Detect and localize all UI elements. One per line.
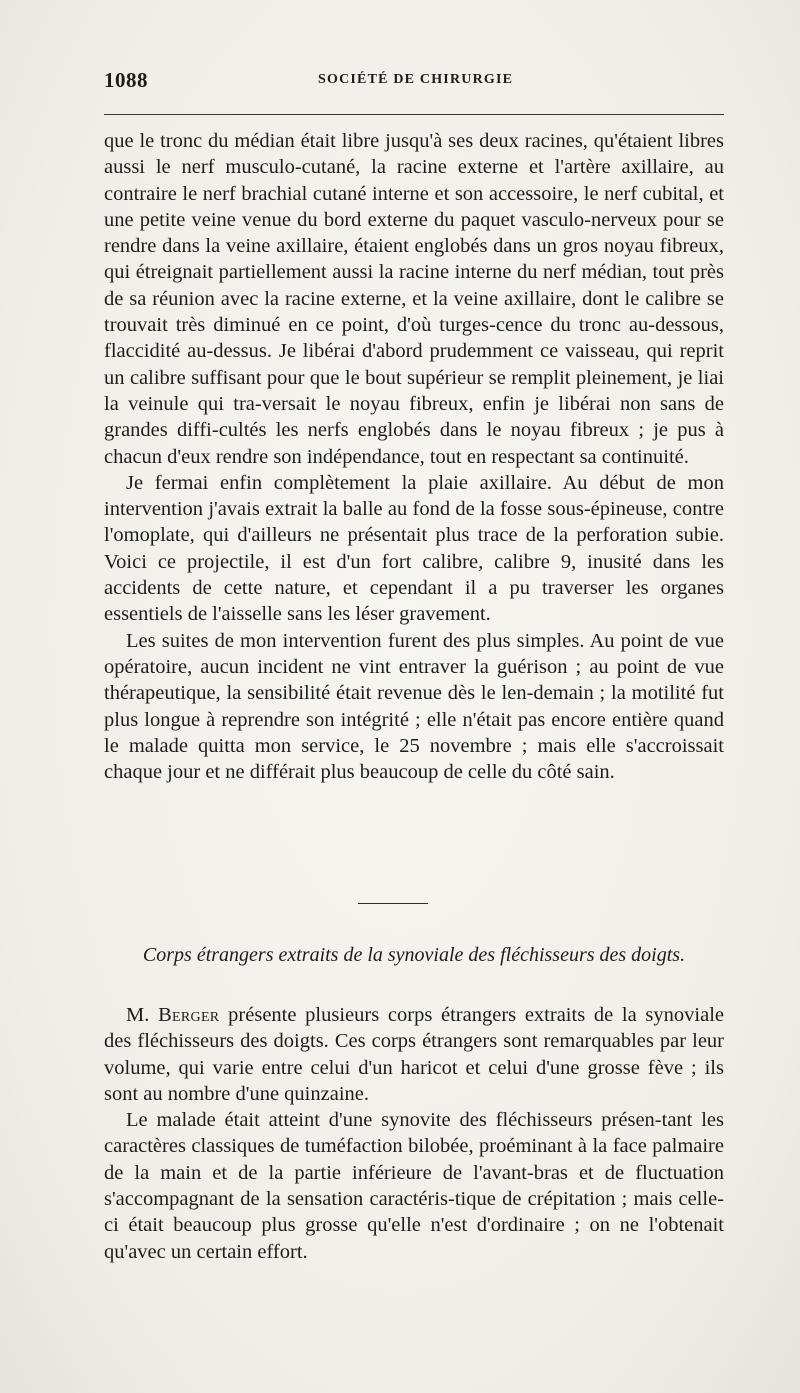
- author-name: Berger: [158, 1004, 220, 1026]
- main-text: [104, 128, 724, 785]
- running-head: [104, 68, 724, 94]
- section-heading: Corps étrangers extraits de la synoviale des fléchisseurs des doigts.: [142, 944, 686, 966]
- paragraph-text: présente plusieurs corps étrangers extraits de la synoviale des fléchisseurs des doigts. Ces corps étrangers sont remarquables par leur volume, qui varie entre celui d'un haricot et celui d'une grosse fève ; ils sont au nombre d'une quinzaine.: [104, 1004, 725, 1105]
- page-number: 1088: [104, 68, 148, 92]
- paragraph: Je fermai enfin complètement la plaie axillaire. Au début de mon intervention j'avais extrait la balle au fond de la fosse sous-épineuse, contre l'omoplate, qui d'ailleurs ne présentait plus trace de la perforation subie. Voici ce projectile, il est d'un fort calibre, calibre 9, inusité dans les accidents de cette nature, et cependant il a pu traverser les organes essentiels de l'aisselle sans les léser gravement.: [104, 471, 724, 626]
- section-separator: [358, 903, 428, 904]
- section-text: [104, 1002, 724, 1265]
- paragraph: Le malade était atteint d'une synovite des fléchisseurs présen-tant les caractères classiques de tuméfaction bilobée, proéminant à la face palmaire de la main et de la partie inférieure de l'avant-bras et de fluctuation s'accompagnant de la sensation caractéris-tique de crépitation ; mais celle-ci était beaucoup plus grosse qu'elle n'est d'ordinaire ; on ne l'obtenait qu'avec un certain effort.: [104, 1109, 724, 1263]
- header-rule: [104, 114, 724, 115]
- paragraph: [104, 1002, 724, 1107]
- journal-title: SOCIÉTÉ DE CHIRURGIE: [318, 72, 514, 87]
- paragraph-continued: que le tronc du médian était libre jusqu'à ses deux racines, qu'étaient libres aussi le nerf musculo-cutané, la racine externe et l'artère axillaire, au contraire le nerf brachial cutané interne et son accessoire, le nerf cubital, et une petite veine venue du bord externe du paquet vasculo-nerveux pour se rendre dans la veine axillaire, étaient englobés dans un gros noyau fibreux, qui étreignait partiellement aussi la racine interne du nerf médian, tout près de sa réunion avec la racine externe, et la veine axillaire, dont le calibre se trouvait très diminué en ce point, d'où turges-cence du tronc au-dessous, flaccidité au-dessus. Je libérai d'abord prudemment ce vaisseau, qui reprit un calibre suffisant pour que le bout supérieur se remplit pleinement, je liai la veinule qui tra-versait le noyau fibreux, enfin je libérai non sans de grandes diffi-cultés les nerfs englobés dans le noyau fibreux ; je pus à chacun d'eux rendre son indépendance, tout en respectant sa continuité.: [104, 130, 724, 468]
- paragraph: Les suites de mon intervention furent des plus simples. Au point de vue opératoire, aucun incident ne vint entraver la guérison ; au point de vue thérapeutique, la sensibilité était revenue dès le len-demain ; la motilité fut plus longue à reprendre son intégrité ; elle n'était pas encore entière quand le malade quitta mon service, le 25 novembre ; mais elle s'accroissait chaque jour et ne différait plus beaucoup de celle du côté sain.: [104, 629, 724, 784]
- author-prefix: M.: [126, 1004, 150, 1026]
